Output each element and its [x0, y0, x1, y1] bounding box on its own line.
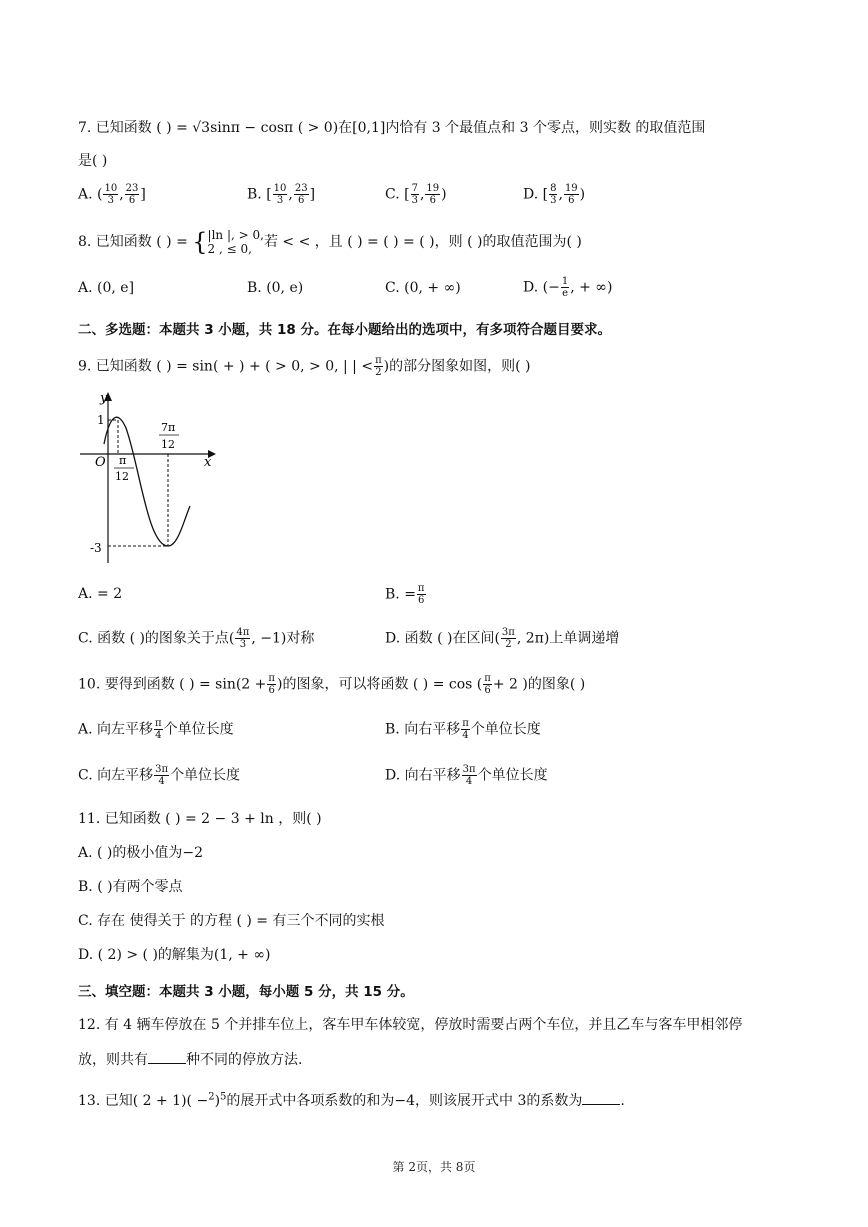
q11-option-c: C. 存在 使得关于 的方程 ( ) = 有三个不同的实根 — [78, 913, 385, 929]
q12-line1: 12. 有 4 辆车停放在 5 个并排车位上，客车甲车体较宽，停放时需要占两个车位，并且乙车与客车甲相邻停 — [78, 1017, 743, 1033]
q7-option-d: D. [ $\frac{8}{3}$ , $\frac{19}{6}$ ) — [523, 183, 586, 206]
q13-answer-blank — [582, 1092, 620, 1105]
q11-option-b: B. ( )有两个零点 — [78, 879, 183, 895]
q11-option-d: D. ( 2) > ( )的解集为(1, + ∞) — [78, 947, 271, 963]
pi12-numerator: π — [119, 454, 127, 467]
q10-option-b: B. 向右平移 $\frac{\pi}{4}$ 个单位长度 — [385, 718, 541, 741]
q8-option-d: D. (− $\frac{1}{e}$ , + ∞) — [523, 276, 613, 299]
q7-option-b: B. [ $\frac{10}{3}$ , $\frac{23}{6}$ ] — [247, 183, 316, 206]
q13-stem: 13. 已知( $2 + 1)( -^2)^5$的展开式中各项系数的和为−4，则该展开式中 3的系数为 . — [78, 1091, 625, 1109]
section-3-heading: 三、填空题：本题共 3 小题，每小题 5 分，共 15 分。 — [78, 984, 414, 1000]
q7-stem-line2: 是( ) — [78, 153, 108, 169]
q9-option-a: A. = 2 — [78, 586, 123, 602]
pi12-denominator: 12 — [115, 470, 129, 483]
y-label: y — [100, 391, 108, 406]
q10-stem: 10. 要得到函数 ( ) = sin(2 + $\frac{\pi}{6}$ )的图象，可以将函数 ( ) = cos ( $\frac{\pi}{6}$ + 2 )的图象( ) — [78, 673, 586, 696]
q10-option-c: C. 向左平移 $\frac{3\pi}{4}$ 个单位长度 — [78, 764, 241, 787]
q10-option-d: D. 向右平移 $\frac{3\pi}{4}$ 个单位长度 — [385, 764, 548, 787]
q8-option-a: A. (0, e] — [78, 280, 135, 296]
origin-label: O — [95, 455, 106, 470]
tick-neg3-label: -3 — [90, 541, 102, 555]
q9-stem: 9. 已知函数 ( ) = sin( + ) + ( > 0, > 0, | | < $\frac{\pi}{2}$ )的部分图象如图，则( ) — [78, 355, 531, 378]
q7-option-c: C. [ $\frac{7}{3}$ , $\frac{19}{6}$ ) — [385, 183, 447, 206]
q10-option-a: A. 向左平移 $\frac{\pi}{4}$ 个单位长度 — [78, 718, 234, 741]
q8-stem: 8. 已知函数 ( ) = { |ln |, > 0, 2 , ≤ 0, 若 < < ，且 ( ) = ( ) = ( )，则 ( )的取值范围为( ) — [78, 228, 582, 256]
q12-line2: 放，则共有 种不同的停放方法. — [78, 1052, 303, 1068]
7pi12-denominator: 12 — [161, 438, 175, 451]
q11-stem: 11. 已知函数 ( ) = 2 − 3 + ln ，则( ) — [78, 811, 322, 827]
q9-option-d: D. 函数 ( )在区间( $\frac{3\pi}{2}$ , 2π)上单调递增 — [385, 627, 620, 650]
q9-option-c: C. 函数 ( )的图象关于点( $\frac{4\pi}{3}$ , −1)对称 — [78, 627, 315, 650]
q8-option-b: B. (0, e) — [247, 280, 304, 296]
q7-option-a: A. ( $\frac{10}{3}$ , $\frac{23}{6}$ ] — [78, 183, 146, 206]
q11-option-a: A. ( )的极小值为−2 — [78, 845, 204, 861]
q9-option-b: B. = $\frac{\pi}{6}$ — [385, 583, 425, 606]
q8-option-c: C. (0, + ∞) — [385, 280, 461, 296]
q12-answer-blank — [148, 1051, 186, 1064]
section-2-heading: 二、多选题：本题共 3 小题，共 18 分。在每小题给出的选项中，有多项符合题目要求。 — [78, 322, 611, 338]
x-label: x — [204, 455, 212, 470]
q9-function-graph — [78, 388, 228, 568]
q7-stem-line1: 7. 已知函数 ( ) = √3sinπ − cosπ ( > 0)在[0,1]内恰有 3 个最值点和 3 个零点，则实数 的取值范围 — [78, 120, 706, 136]
page-footer: 第 2页，共 8页 — [392, 1160, 476, 1174]
tick-1-label: 1 — [97, 413, 105, 427]
7pi12-numerator: 7π — [161, 421, 176, 434]
